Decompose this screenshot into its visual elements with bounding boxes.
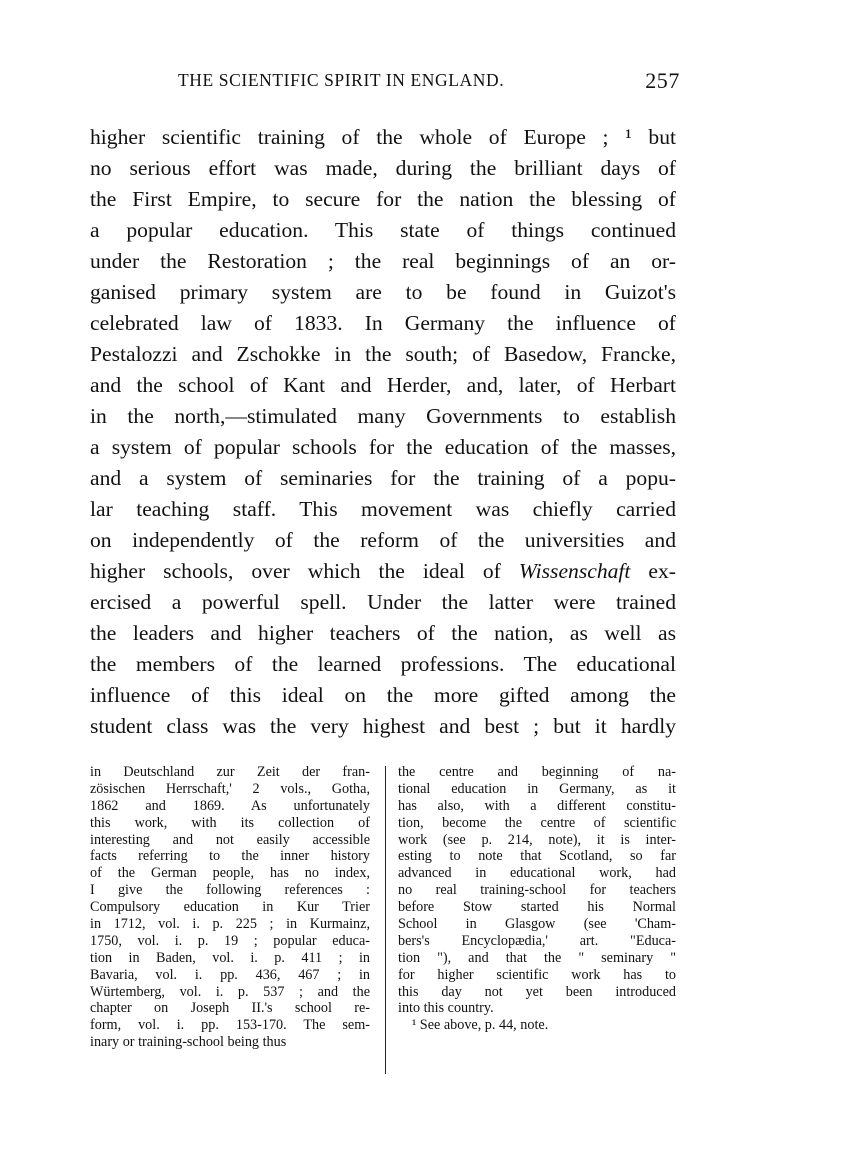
footnote-line: facts referring to the inner history xyxy=(90,848,370,865)
footnote-note: ¹ See above, p. 44, note. xyxy=(412,1017,549,1034)
footnote-line: tion, become the centre of scientific xyxy=(398,814,676,831)
text-line: a system of popular schools for the education of the masses, xyxy=(90,435,676,459)
text-line: the members of the learned professions. The educational xyxy=(90,652,676,676)
text-line: influence of this ideal on the more gifted among the xyxy=(90,683,676,707)
footnote-line: I give the following references : xyxy=(90,882,370,899)
footnote-line: chapter on Joseph II.'s school re- xyxy=(90,1000,370,1017)
main-text xyxy=(90,122,676,742)
footnote-line: Bavaria, vol. i. pp. 436, 467 ; in xyxy=(90,966,370,983)
text-line: Pestalozzi and Zschokke in the south; of Basedow, Francke, xyxy=(90,342,676,366)
italic-term: Wissenschaft xyxy=(518,559,631,583)
text-line: in the north,—stimulated many Governments to establish xyxy=(90,404,676,428)
text-line: under the Restoration ; the real beginnings of an or- xyxy=(90,249,676,273)
footnote-line: of the German people, has no index, xyxy=(90,865,370,882)
footnote-line: advanced in educational work, had xyxy=(398,865,676,882)
text-line: higher scientific training of the whole of Europe ; ¹ but xyxy=(90,125,676,149)
footnote-line: Würtemberg, vol. i. p. 537 ; and the xyxy=(90,983,370,1000)
text-line: no serious effort was made, during the brilliant days of xyxy=(90,156,676,180)
footnote-column-left xyxy=(90,764,370,1051)
footnote-line: this work, with its collection of xyxy=(90,814,370,831)
footnote-column-right xyxy=(398,764,676,1034)
footnote-line: work (see p. 214, note), it is inter- xyxy=(398,831,676,848)
footnote-line: bers's Encyclopædia,' art. "Educa- xyxy=(398,932,676,949)
footnote-line: School in Glasgow (see 'Cham- xyxy=(398,916,676,933)
text-line: the leaders and higher teachers of the nation, as well as xyxy=(90,621,676,645)
footnote-line: before Stow started his Normal xyxy=(398,899,676,916)
text-line-with-italic xyxy=(90,556,676,587)
text-line: celebrated law of 1833. In Germany the influence of xyxy=(90,311,676,335)
footnote-line: the centre and beginning of na- xyxy=(398,764,676,780)
text-segment: higher schools, over which the ideal of xyxy=(90,559,519,583)
footnote-line: 1750, vol. i. p. 19 ; popular educa- xyxy=(90,932,370,949)
text-line: and the school of Kant and Herder, and, later, of Herbart xyxy=(90,373,676,397)
footnote-line: no real training-school for teachers xyxy=(398,882,676,899)
footnote-line: has also, with a different constitu- xyxy=(398,797,676,814)
footnote-line: Compulsory education in Kur Trier xyxy=(90,899,370,916)
page-number: 257 xyxy=(645,68,680,93)
footnote-line: into this country. xyxy=(398,1000,494,1017)
footnote-line: interesting and not easily accessible xyxy=(90,831,370,848)
text-line: a popular education. This state of things continued xyxy=(90,218,676,242)
text-line: the First Empire, to secure for the nation the blessing of xyxy=(90,187,676,211)
footnote-line: zösischen Herrschaft,' 2 vols., Gotha, xyxy=(90,780,370,797)
page-header xyxy=(90,70,680,104)
footnote-line: esting to note that Scotland, so far xyxy=(398,848,676,865)
text-line: lar teaching staff. This movement was chiefly carried xyxy=(90,497,676,521)
footnote-line: 1862 and 1869. As unfortunately xyxy=(90,797,370,814)
running-title: THE SCIENTIFIC SPIRIT IN ENGLAND. xyxy=(178,70,505,90)
footnote-line: in Deutschland zur Zeit der fran- xyxy=(90,764,370,780)
footnote-line: for higher scientific work has to xyxy=(398,966,676,983)
footnote-line: this day not yet been introduced xyxy=(398,983,676,1000)
text-line: and a system of seminaries for the training of a popu- xyxy=(90,466,676,490)
footnote-line: tional education in Germany, as it xyxy=(398,780,676,797)
footnote-line: in 1712, vol. i. p. 225 ; in Kurmainz, xyxy=(90,916,370,933)
footnote-line: tion in Baden, vol. i. p. 411 ; in xyxy=(90,949,370,966)
text-line: ganised primary system are to be found in Guizot's xyxy=(90,280,676,304)
footnote-line: form, vol. i. pp. 153-170. The sem- xyxy=(90,1017,370,1034)
text-line: on independently of the reform of the universities and xyxy=(90,528,676,552)
footnote-line: inary or training-school being thus xyxy=(90,1034,287,1051)
text-segment: ex- xyxy=(630,559,676,583)
footnote-line: tion "), and that the " seminary " xyxy=(398,949,676,966)
text-line: student class was the very highest and best ; but it hardly xyxy=(90,714,676,738)
text-line: ercised a powerful spell. Under the latter were trained xyxy=(90,590,676,614)
column-divider xyxy=(385,766,386,1074)
